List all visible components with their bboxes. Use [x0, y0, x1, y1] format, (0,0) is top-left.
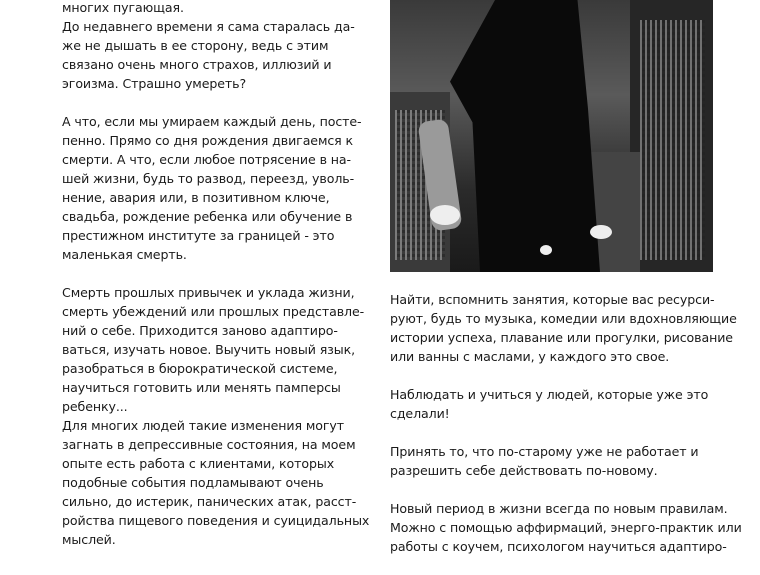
text-line: смерти. А что, если любое потрясение в на-	[62, 152, 351, 167]
left-text-column	[62, 0, 370, 549]
text-line: До недавнего времени я сама старалась да-	[62, 19, 355, 34]
paragraph	[62, 283, 365, 416]
text-line: руют, будь то музыка, комедии или вдохновляющие	[390, 311, 737, 326]
text-line: ребенку...	[62, 399, 128, 414]
paragraph	[62, 0, 355, 93]
text-line: Найти, вспомнить занятия, которые вас ресурси-	[390, 292, 715, 307]
text-line: Можно с помощью аффирмаций, энерго-практик или	[390, 520, 742, 535]
text-line: или ванны с маслами, у каждого это свое.	[390, 349, 670, 364]
text-line: ройства пищевого поведения и суицидальных	[62, 513, 370, 528]
article-photo	[390, 0, 713, 272]
text-line: шей жизни, будь то развод, переезд, уволь-	[62, 171, 355, 186]
text-line: ний о себе. Приходится заново адаптиро-	[62, 323, 338, 338]
text-line: нение, авария или, в позитивном ключе,	[62, 190, 330, 205]
text-line: работы с коучем, психологом научиться адаптиро-	[390, 539, 727, 554]
text-line: связано очень много страхов, иллюзий и	[62, 57, 332, 72]
text-line: же не дышать в ее сторону, ведь с этим	[62, 38, 329, 53]
text-line: многих пугающая.	[62, 0, 184, 15]
text-line: сделали!	[390, 406, 450, 421]
text-line: смерть убеждений или прошлых представле-	[62, 304, 365, 319]
text-line: Наблюдать и учиться у людей, которые уже это	[390, 387, 709, 402]
paragraph	[390, 499, 742, 556]
text-line: свадьба, рождение ребенка или обучение в	[62, 209, 353, 224]
text-line: А что, если мы умираем каждый день, посте-	[62, 114, 362, 129]
text-line: Принять то, что по-старому уже не работает и	[390, 444, 699, 459]
text-line: эгоизма. Страшно умереть?	[62, 76, 247, 91]
text-line: Для многих людей такие изменения могут	[62, 418, 344, 433]
text-line: загнать в депрессивные состояния, на моем	[62, 437, 356, 452]
paragraph	[62, 112, 362, 264]
text-line: маленькая смерть.	[62, 247, 187, 262]
text-line: сильно, до истерик, панических атак, расст-	[62, 494, 357, 509]
text-line: Новый период в жизни всегда по новым правилам.	[390, 501, 728, 516]
text-line: мыслей.	[62, 532, 116, 547]
text-line: опыте есть работа с клиентами, которых	[62, 456, 335, 471]
paragraph	[390, 385, 720, 423]
right-text-column	[390, 290, 742, 575]
text-line: истории успеха, плавание или прогулки, рисование	[390, 330, 733, 345]
text-line: ваться, изучать новое. Выучить новый язык,	[62, 342, 356, 357]
text-line: Смерть прошлых привычек и уклада жизни,	[62, 285, 355, 300]
text-line: научиться готовить или менять памперсы	[62, 380, 341, 395]
text-line: подобные события подламывают очень	[62, 475, 324, 490]
paragraph	[390, 442, 720, 480]
text-line: пенно. Прямо со дня рождения двигаемся к	[62, 133, 354, 148]
paragraph	[62, 416, 370, 549]
text-line: разобраться в бюрократической системе,	[62, 361, 338, 376]
paragraph	[390, 290, 737, 366]
text-line: престижном институте за границей - это	[62, 228, 335, 243]
text-line: разрешить себе действовать по-новому.	[390, 463, 658, 478]
